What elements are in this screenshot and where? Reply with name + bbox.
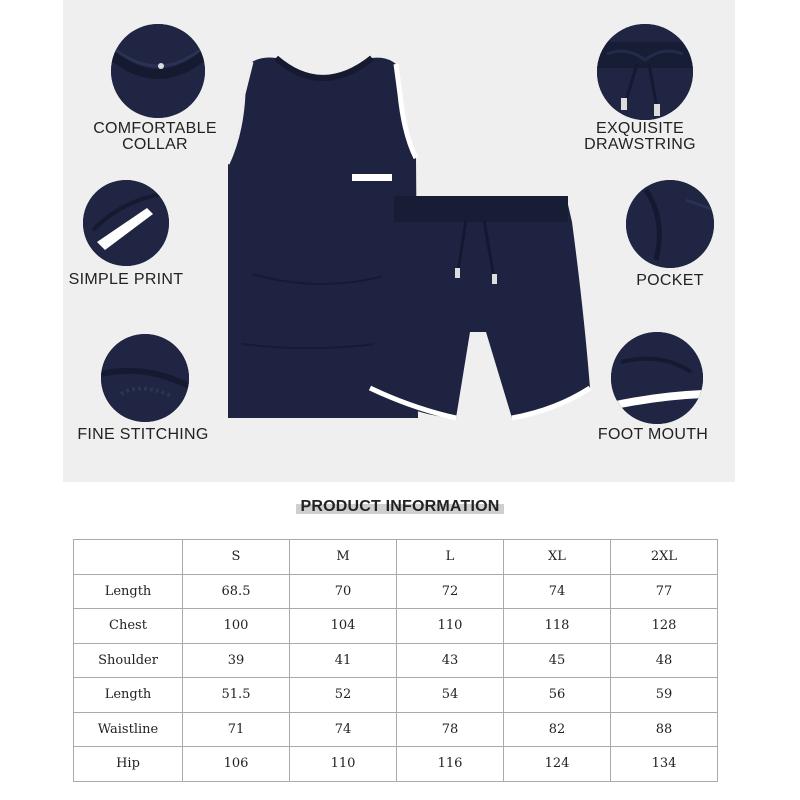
table-cell: 116: [397, 747, 504, 782]
table-row: [74, 712, 718, 747]
collar-label: [85, 121, 225, 153]
collar-label-line1: COMFORTABLE: [93, 120, 217, 137]
row-label: Length: [74, 574, 183, 609]
drawstring-label-line2: DRAWSTRING: [584, 136, 696, 153]
table-cell: 71: [183, 712, 290, 747]
size-header-s: S: [183, 540, 290, 575]
table-header-row: [74, 540, 718, 575]
row-label: Waistline: [74, 712, 183, 747]
size-header-m: M: [290, 540, 397, 575]
table-cell: 45: [504, 643, 611, 678]
row-label: Hip: [74, 747, 183, 782]
stitching-label: FINE STITCHING: [77, 426, 209, 443]
table-row: [74, 678, 718, 713]
print-detail-image: [83, 180, 169, 266]
table-cell: 106: [183, 747, 290, 782]
row-label: Chest: [74, 609, 183, 644]
table-cell: 72: [397, 574, 504, 609]
table-cell: 88: [611, 712, 718, 747]
table-corner-cell: [74, 540, 183, 575]
table-cell: 110: [290, 747, 397, 782]
table-cell: 59: [611, 678, 718, 713]
collar-detail-image: [111, 24, 205, 118]
pocket-detail-image: [626, 180, 714, 268]
table-row: [74, 643, 718, 678]
table-cell: 48: [611, 643, 718, 678]
table-row: [74, 574, 718, 609]
size-header-l: L: [397, 540, 504, 575]
product-information-title: [296, 498, 503, 516]
drawstring-label-line1: EXQUISITE: [595, 120, 685, 137]
size-chart-table: [73, 539, 718, 782]
table-cell: 100: [183, 609, 290, 644]
shorts-image: [366, 192, 594, 432]
table-cell: 110: [397, 609, 504, 644]
table-cell: 51.5: [183, 678, 290, 713]
stitching-detail-image: [101, 334, 189, 422]
size-header-xl: XL: [504, 540, 611, 575]
table-cell: 134: [611, 747, 718, 782]
row-label: Shoulder: [74, 643, 183, 678]
table-cell: 68.5: [183, 574, 290, 609]
table-cell: 52: [290, 678, 397, 713]
print-label: SIMPLE PRINT: [68, 271, 184, 288]
table-cell: 39: [183, 643, 290, 678]
table-cell: 118: [504, 609, 611, 644]
product-information-text: PRODUCT INFORMATION: [300, 498, 500, 515]
collar-label-line2: COLLAR: [122, 136, 188, 153]
table-cell: 41: [290, 643, 397, 678]
table-cell: 43: [397, 643, 504, 678]
table-cell: 77: [611, 574, 718, 609]
table-cell: 56: [504, 678, 611, 713]
table-cell: 54: [397, 678, 504, 713]
product-information-heading: [0, 498, 800, 516]
table-cell: 74: [290, 712, 397, 747]
table-cell: 74: [504, 574, 611, 609]
drawstring-label: [570, 121, 710, 153]
drawstring-detail-image: [597, 24, 693, 120]
table-cell: 78: [397, 712, 504, 747]
row-label: Length: [74, 678, 183, 713]
pocket-label: POCKET: [636, 272, 704, 289]
size-header-2xl: 2XL: [611, 540, 718, 575]
table-cell: 82: [504, 712, 611, 747]
table-cell: 128: [611, 609, 718, 644]
table-row: [74, 747, 718, 782]
foot-mouth-detail-image: [611, 332, 703, 424]
table-row: [74, 609, 718, 644]
table-cell: 124: [504, 747, 611, 782]
table-cell: 70: [290, 574, 397, 609]
foot-mouth-label: FOOT MOUTH: [597, 426, 709, 443]
table-cell: 104: [290, 609, 397, 644]
